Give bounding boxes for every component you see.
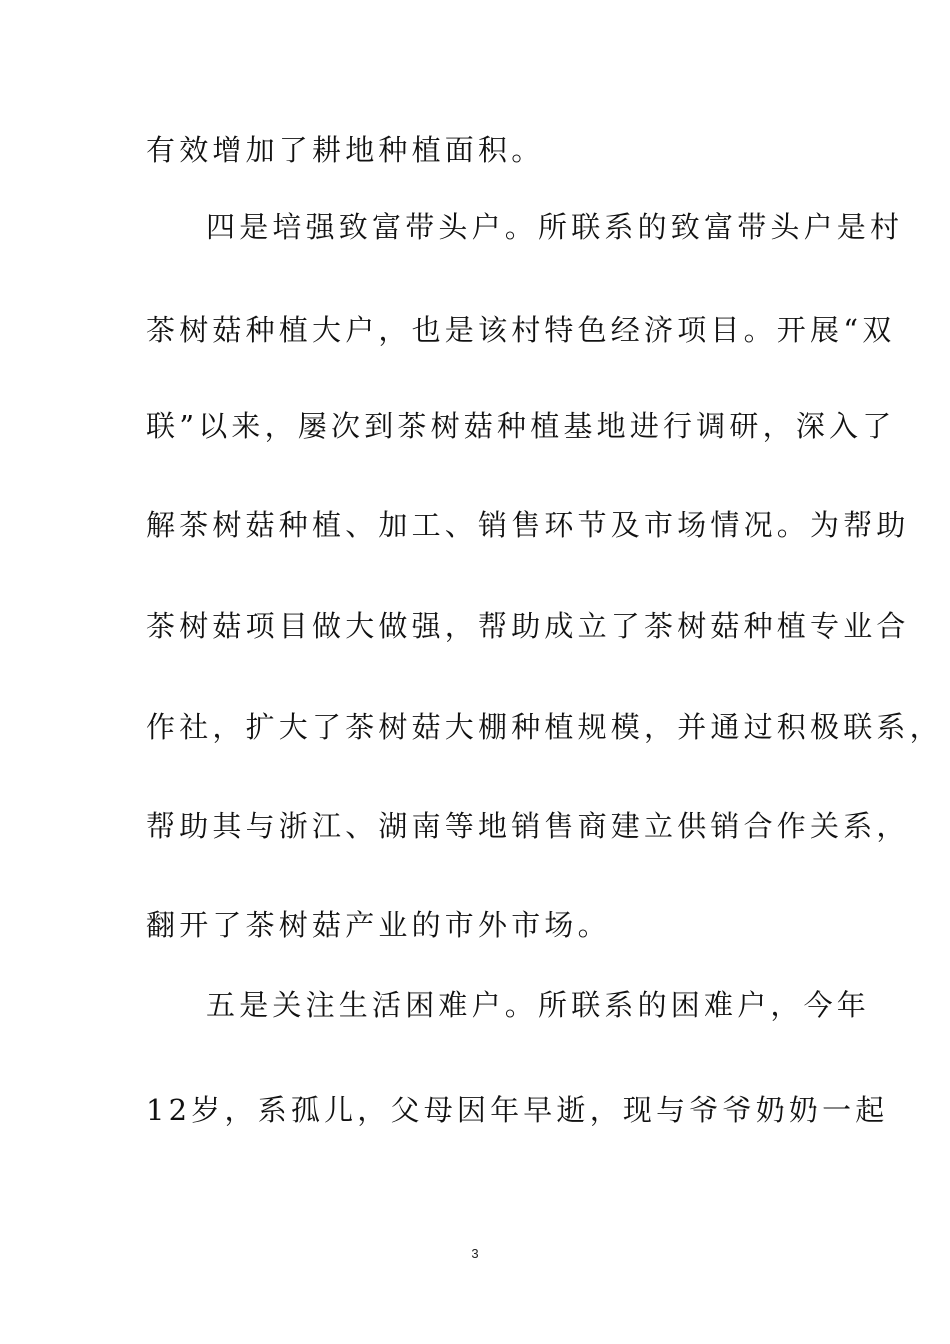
text-line: 12岁，系孤儿，父母因年早逝，现与爷爷奶奶一起 bbox=[146, 1093, 889, 1127]
paragraph-first-line: 四是培强致富带头户。所联系的致富带头户是村 bbox=[206, 210, 904, 244]
text-line: 联”以来，屡次到茶树菇种植基地进行调研，深入了 bbox=[146, 409, 896, 443]
page-number: 3 bbox=[471, 1246, 479, 1261]
text-line: 有效增加了耕地种植面积。 bbox=[146, 133, 545, 167]
text-line: 茶树菇项目做大做强，帮助成立了茶树菇种植专业合 bbox=[146, 609, 910, 643]
text-line: 茶树菇种植大户，也是该村特色经济项目。开展“双 bbox=[146, 313, 896, 347]
paragraph-first-line: 五是关注生活困难户。所联系的困难户，今年 bbox=[206, 988, 871, 1022]
text-line: 作社，扩大了茶树菇大棚种植规模，并通过积极联系， bbox=[146, 710, 943, 744]
text-line: 解茶树菇种植、加工、销售环节及市场情况。为帮助 bbox=[146, 508, 910, 542]
text-line: 翻开了茶树菇产业的市外市场。 bbox=[146, 908, 611, 942]
text-line: 帮助其与浙江、湖南等地销售商建立供销合作关系， bbox=[146, 809, 910, 843]
